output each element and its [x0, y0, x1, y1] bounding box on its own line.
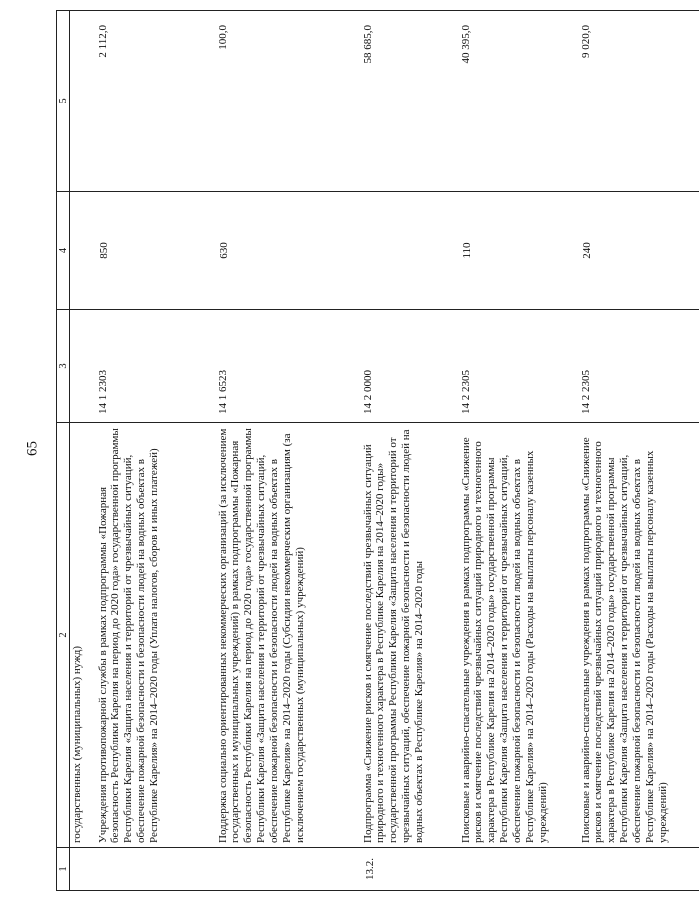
rotated-table-container: [56, 11, 669, 891]
row-code: 14 2 0000: [361, 310, 459, 423]
row-name: Учреждения противопожарной службы в рамках подпрограммы «Пожарная безопасность Республики Карелия на период до 2020 года» государственной программы Республики Карелия «Защита населения и территорий от чрезвычайных ситуаций, обеспечение пожарной безопасности и безопасности людей на водных объектах в Республике Карелия» на 2014–2020 годы (Уплата налогов, сборов и иных платежей): [96, 423, 216, 848]
row-amount: 9 020,0: [579, 11, 699, 192]
page-number: 65: [24, 441, 41, 456]
row-expense-type: 850: [96, 192, 216, 310]
row-number: [459, 848, 579, 891]
row-name: Подпрограмма «Снижение рисков и смягчение последствий чрезвычайных ситуаций природного и техногенного характера в Республике Карелия на 2014–2020 годы» государственной программы Республики Карелия «Защита населения и территорий от чрезвычайных ситуаций, обеспечение пожарной безопасности и безопасности людей на водных объектах в Республике Карелия» на 2014–2020 годы: [361, 423, 459, 848]
row-code: 14 2 2305: [459, 310, 579, 423]
row-amount: 100,0: [216, 11, 361, 192]
row-number: 13.2.: [361, 848, 459, 891]
header-col-5: 5: [57, 11, 70, 192]
row-number: [70, 848, 96, 891]
header-col-3: 3: [57, 310, 70, 423]
row-name: Поддержка социально ориентированных некоммерческих организаций (за исключением государственных и муниципальных учреждений) в рамках подпрограммы «Пожарная безопасность Республики Карелия на период до 2020 года» государственной программы Республики Карелия «Защита населения и территорий от чрезвычайных ситуаций, обеспечение пожарной безопасности и безопасности людей на водных объектах в Республике Карелия» на 2014–2020 годы (Субсидии некоммерческим организациям (за исключением государственных (муниципальных) учреждений): [216, 423, 361, 848]
header-col-1: 1: [57, 848, 70, 891]
header-col-4: 4: [57, 192, 70, 310]
header-col-2: 2: [57, 423, 70, 848]
row-amount: [70, 11, 96, 192]
budget-table: [56, 10, 699, 891]
row-amount: 58 685,0: [361, 11, 459, 192]
row-code: 14 1 6523: [216, 310, 361, 423]
row-expense-type: [361, 192, 459, 310]
row-number: [96, 848, 216, 891]
row-name: Поисковые и аварийно-спасательные учреждения в рамках подпрограммы «Снижение рисков и смягчение последствий чрезвычайных ситуаций природного и техногенного характера в Республике Карелия на 2014–2020 годы» государственной программы Республики Карелия «Защита населения и территорий от чрезвычайных ситуаций, обеспечение пожарной безопасности и безопасности людей на водных объектах в Республике Карелия» на 2014–2020 годы (Расходы на выплаты персоналу казенных учреждений): [459, 423, 579, 848]
row-code: 14 1 2303: [96, 310, 216, 423]
row-number: [216, 848, 361, 891]
table-row: [96, 11, 216, 891]
row-expense-type: 630: [216, 192, 361, 310]
row-code: 14 2 2305: [579, 310, 699, 423]
table-row: [70, 11, 96, 891]
row-name: государственных (муниципальных) нужд): [70, 423, 96, 848]
row-expense-type: 240: [579, 192, 699, 310]
header-row: [57, 11, 70, 891]
table-row: [216, 11, 361, 891]
table-row: [459, 11, 579, 891]
table-row: [361, 11, 459, 891]
row-expense-type: [70, 192, 96, 310]
row-code: [70, 310, 96, 423]
row-amount: 40 395,0: [459, 11, 579, 192]
row-expense-type: 110: [459, 192, 579, 310]
row-name: Поисковые и аварийно-спасательные учреждения в рамках подпрограммы «Снижение рисков и смягчение последствий чрезвычайных ситуаций природного и техногенного характера в Республике Карелия на 2014–2020 годы» государственной программы Республики Карелия «Защита населения и территорий от чрезвычайных ситуаций, обеспечение пожарной безопасности и безопасности людей на водных объектах в Республике Карелия» на 2014–2020 годы (Расходы на выплаты персоналу казенных учреждений): [579, 423, 699, 848]
row-number: [579, 848, 699, 891]
table-row: [579, 11, 699, 891]
row-amount: 2 112,0: [96, 11, 216, 192]
